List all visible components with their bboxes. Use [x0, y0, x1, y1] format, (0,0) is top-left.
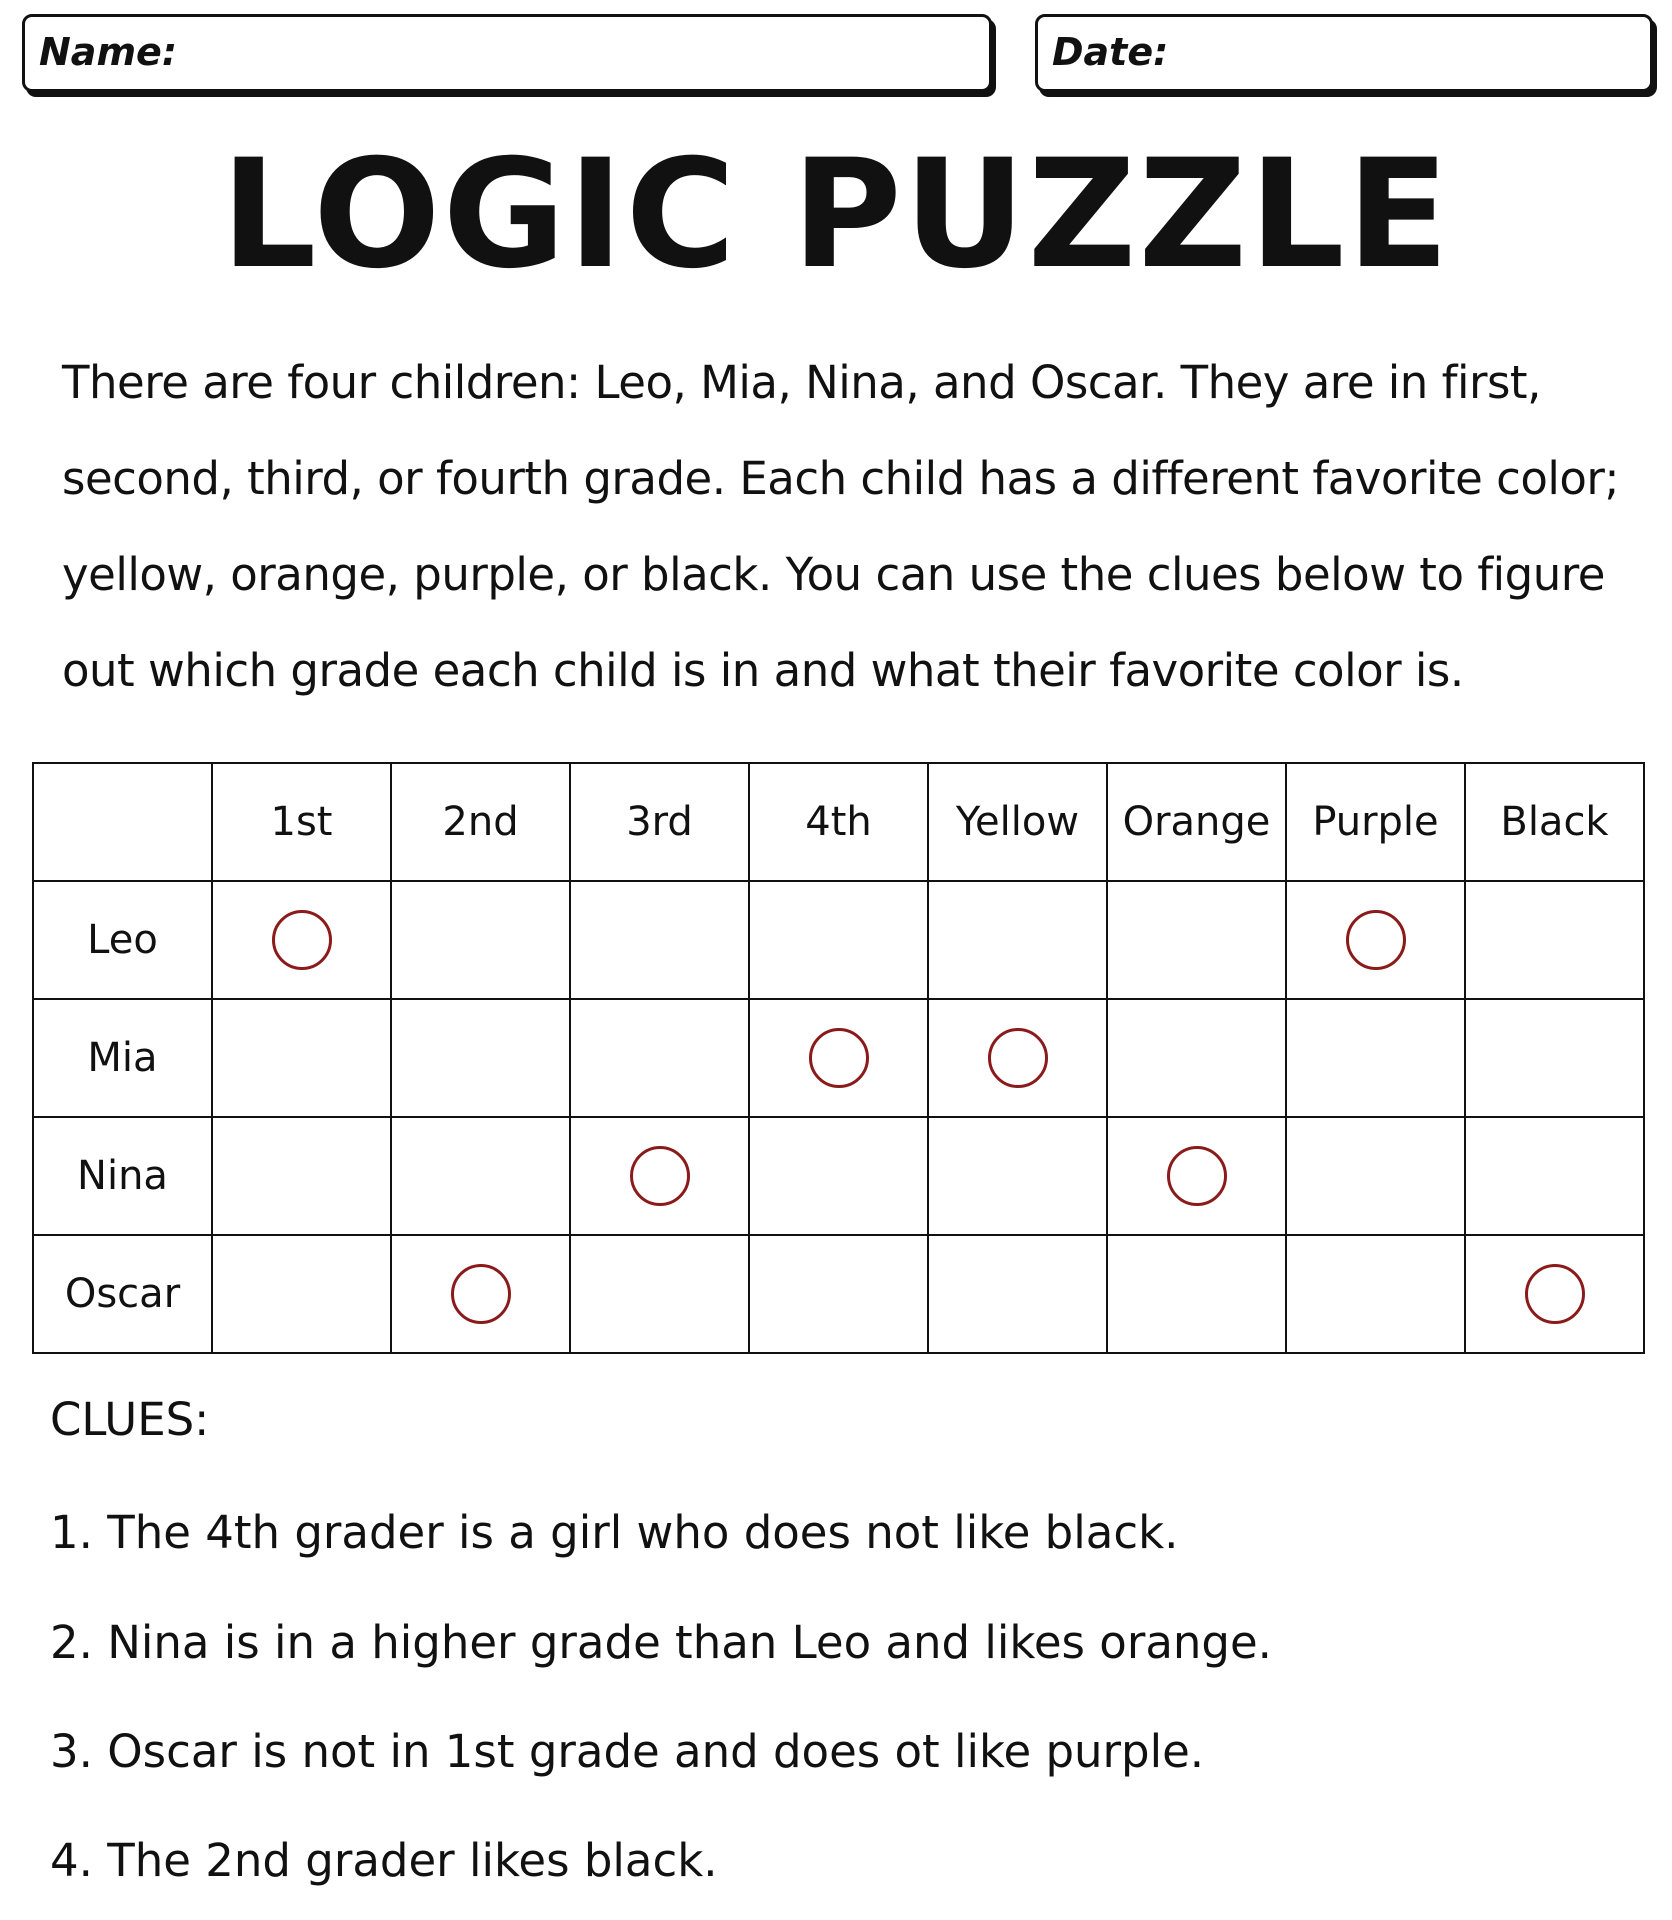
name-field[interactable]: [22, 14, 992, 92]
grid-column-header: Purple: [1286, 763, 1465, 881]
grid-row-header: Mia: [33, 999, 212, 1117]
grid-row: [33, 999, 1644, 1117]
grid-cell[interactable]: [1107, 1117, 1286, 1235]
grid-row: [33, 881, 1644, 999]
answer-circle-mark: [1525, 1264, 1585, 1324]
intro-line: There are four children: Leo, Mia, Nina, and Oscar. They are in first,: [62, 356, 1541, 409]
grid-cell[interactable]: [928, 881, 1107, 999]
answer-circle-mark: [451, 1264, 511, 1324]
answer-circle-mark: [809, 1028, 869, 1088]
grid-cell[interactable]: [928, 999, 1107, 1117]
grid-row: [33, 1235, 1644, 1353]
answer-circle-mark: [988, 1028, 1048, 1088]
grid-cell[interactable]: [212, 881, 391, 999]
grid-cell[interactable]: [749, 881, 928, 999]
grid-column-header: 3rd: [570, 763, 749, 881]
grid-column-header: 4th: [749, 763, 928, 881]
grid-cell[interactable]: [570, 999, 749, 1117]
grid-cell[interactable]: [570, 1117, 749, 1235]
clue-item: 4. The 2nd grader likes black.: [50, 1834, 718, 1887]
grid-row-header: Oscar: [33, 1235, 212, 1353]
grid-cell[interactable]: [1286, 999, 1465, 1117]
grid-cell[interactable]: [1107, 999, 1286, 1117]
clues-heading: CLUES:: [50, 1393, 210, 1446]
intro-paragraph: [62, 335, 1642, 719]
answer-circle-mark: [1346, 910, 1406, 970]
grid-cell[interactable]: [1465, 1235, 1644, 1353]
grid-cell[interactable]: [1465, 881, 1644, 999]
grid-corner-cell: [33, 763, 212, 881]
answer-circle-mark: [272, 910, 332, 970]
grid-cell[interactable]: [749, 1117, 928, 1235]
grid-cell[interactable]: [1107, 1235, 1286, 1353]
intro-line: yellow, orange, purple, or black. You can use the clues below to figure: [62, 548, 1605, 601]
grid-column-header: Orange: [1107, 763, 1286, 881]
grid-header-row: [33, 763, 1644, 881]
grid-column-header: Yellow: [928, 763, 1107, 881]
grid-row-header: Nina: [33, 1117, 212, 1235]
grid-cell[interactable]: [928, 1117, 1107, 1235]
grid-column-header: 2nd: [391, 763, 570, 881]
date-label: Date:: [1052, 30, 1169, 74]
grid-cell[interactable]: [570, 1235, 749, 1353]
clue-item: 1. The 4th grader is a girl who does not like black.: [50, 1506, 1179, 1559]
date-field[interactable]: [1035, 14, 1653, 92]
grid-cell[interactable]: [749, 999, 928, 1117]
grid-cell[interactable]: [212, 1117, 391, 1235]
grid-cell[interactable]: [1286, 1117, 1465, 1235]
grid-cell[interactable]: [391, 1117, 570, 1235]
page-title: LOGIC PUZZLE: [220, 128, 1452, 302]
clue-item: 3. Oscar is not in 1st grade and does ot like purple.: [50, 1725, 1205, 1778]
logic-grid: [32, 762, 1645, 1354]
grid-cell[interactable]: [570, 881, 749, 999]
grid-row-header: Leo: [33, 881, 212, 999]
grid-cell[interactable]: [1465, 999, 1644, 1117]
grid-cell[interactable]: [212, 999, 391, 1117]
grid-cell[interactable]: [928, 1235, 1107, 1353]
intro-line: second, third, or fourth grade. Each child has a different favorite color;: [62, 452, 1620, 505]
grid-cell[interactable]: [749, 1235, 928, 1353]
grid-column-header: Black: [1465, 763, 1644, 881]
name-label: Name:: [39, 30, 178, 74]
answer-circle-mark: [1167, 1146, 1227, 1206]
grid-cell[interactable]: [1286, 1235, 1465, 1353]
grid-column-header: 1st: [212, 763, 391, 881]
grid-cell[interactable]: [1286, 881, 1465, 999]
clue-item: 2. Nina is in a higher grade than Leo and likes orange.: [50, 1616, 1272, 1669]
intro-line: out which grade each child is in and what their favorite color is.: [62, 644, 1464, 697]
grid-cell[interactable]: [1465, 1117, 1644, 1235]
grid-cell[interactable]: [391, 1235, 570, 1353]
grid-cell[interactable]: [391, 999, 570, 1117]
grid-cell[interactable]: [1107, 881, 1286, 999]
grid-cell[interactable]: [391, 881, 570, 999]
grid-row: [33, 1117, 1644, 1235]
answer-circle-mark: [630, 1146, 690, 1206]
grid-cell[interactable]: [212, 1235, 391, 1353]
